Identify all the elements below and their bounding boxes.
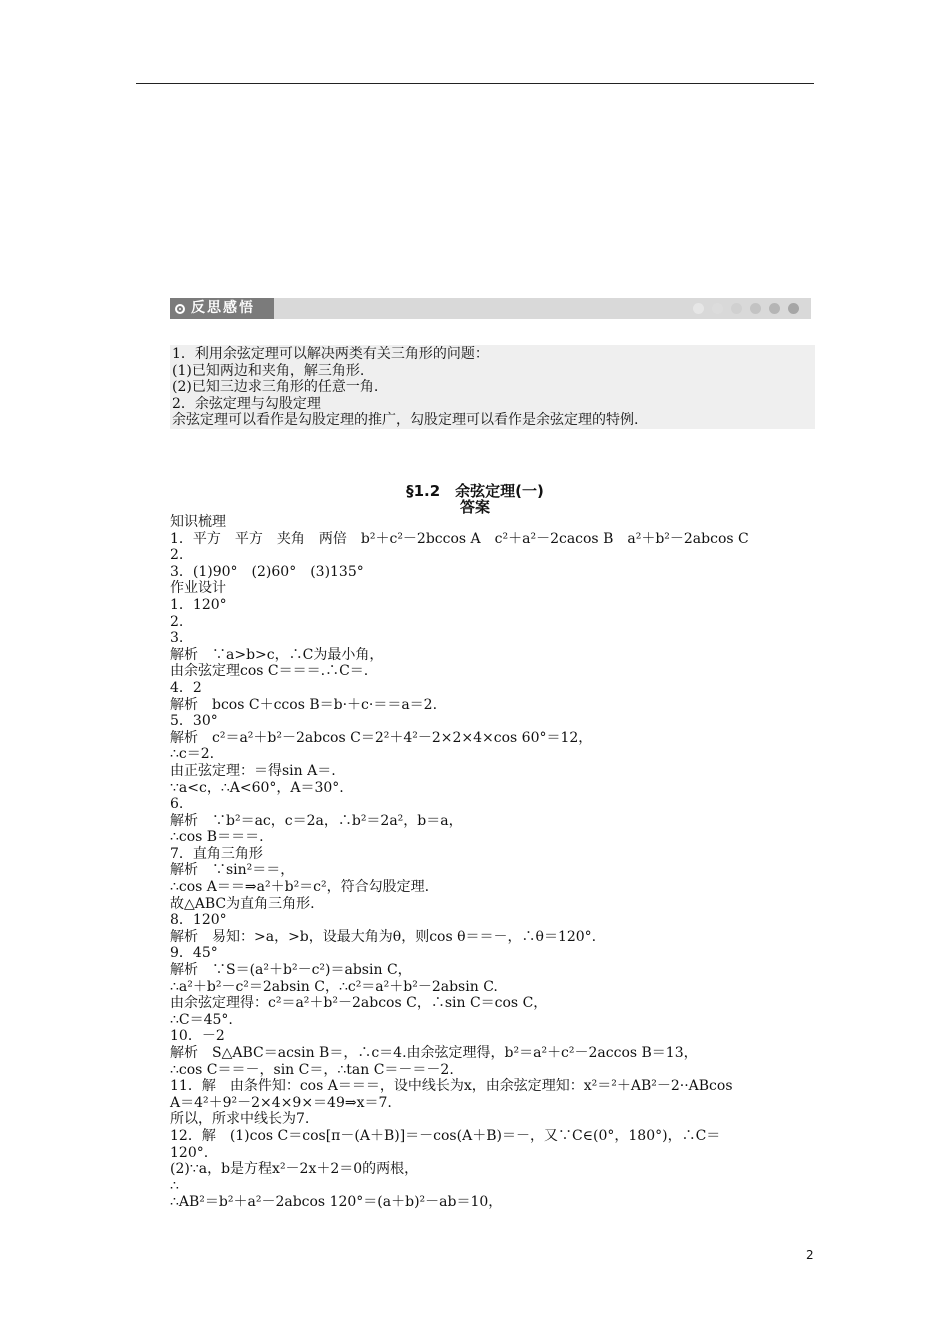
dot-icon — [750, 303, 761, 314]
target-circle-icon — [175, 304, 185, 314]
answer-line: 由正弦定理：＝得sin A＝. — [170, 762, 336, 779]
summary-line: 2．余弦定理与勾股定理 — [172, 395, 321, 412]
answer-line: 2. — [170, 547, 184, 564]
answer-title: 答案 — [459, 498, 490, 516]
answer-line: 解析 ∵a>b>c，∴C为最小角， — [170, 646, 384, 663]
answer-line: 3．(1)90° (2)60° (3)135° — [170, 563, 364, 580]
answer-line: ∴a²＋b²－c²＝2absin C，∴c²＝a²＋b²－2absin C. — [170, 978, 498, 995]
dot-icon — [788, 303, 799, 314]
answer-line: 解析 ∵S＝(a²＋b²－c²)＝absin C， — [170, 962, 412, 979]
answer-line: ∴AB²＝b²＋a²－2abcos 120°＝(a＋b)²－ab＝10， — [170, 1194, 503, 1211]
answer-line: 解析 ∵sin²＝＝， — [170, 862, 295, 879]
answer-line: 解析 bcos C＋ccos B＝b·＋c·＝＝a＝2. — [170, 696, 438, 713]
header-rule — [136, 83, 814, 84]
answer-line: 120°. — [170, 1144, 209, 1161]
answer-line: ∵a<c，∴A<60°，A＝30°. — [170, 779, 344, 796]
answer-line: ∴cos C＝＝－，sin C＝，∴tan C＝－＝－2. — [170, 1061, 454, 1078]
summary-line: (1)已知两边和夹角，解三角形. — [172, 362, 365, 379]
answer-line: 所以，所求中线长为7. — [170, 1111, 310, 1128]
banner-label — [170, 298, 274, 319]
answer-line: 故△ABC为直角三角形. — [170, 895, 315, 912]
dot-icon — [693, 303, 704, 314]
answer-line: ∴cos A＝＝⇒a²＋b²＝c²，符合勾股定理. — [170, 879, 430, 896]
answer-line: ∴cos B＝＝＝. — [170, 829, 264, 846]
answer-line: 由余弦定理得：c²＝a²＋b²－2abcos C，∴sin C＝cos C， — [170, 995, 548, 1012]
answer-body — [170, 514, 815, 1211]
answer-line: 2. — [170, 613, 184, 630]
dot-icon — [712, 303, 723, 314]
answer-line: 解析 S△ABC＝acsin B＝，∴c＝4.由余弦定理得，b²＝a²＋c²－2accos B＝13， — [170, 1045, 698, 1061]
answer-line: 1．平方 平方 夹角 两倍 b²＋c²－2bccos A c²＋a²－2cacos B a²＋b²－2abcos C — [170, 530, 749, 547]
summary-line: (2)已知三边求三角形的任意一角. — [172, 379, 379, 396]
banner-dots — [693, 303, 799, 314]
answer-line: 作业设计 — [170, 580, 226, 597]
dot-icon — [731, 303, 742, 314]
answer-line: ∴ — [170, 1177, 179, 1194]
answer-line: 9．45° — [170, 945, 218, 962]
answer-line: 7．直角三角形 — [170, 845, 263, 862]
summary-lines — [172, 346, 638, 429]
answer-line: 由余弦定理cos C＝＝＝.∴C＝. — [170, 663, 369, 680]
answer-line: (2)∵a，b是方程x²－2x＋2＝0的两根， — [170, 1161, 419, 1178]
reflection-summary — [170, 319, 815, 429]
answer-line: 解析 ∵b²＝ac，c＝2a，∴b²＝2a²，b＝a， — [170, 812, 463, 829]
answer-line: 1．120° — [170, 596, 227, 613]
banner-title: 反思感悟 — [191, 300, 255, 316]
answer-line: 解析 易知：>a，>b，设最大角为θ，则cos θ＝＝－，∴θ＝120°. — [170, 928, 597, 945]
section-title: §1.2 余弦定理(一) — [406, 482, 544, 500]
answer-line: 12．解 (1)cos C＝cos[π－(A＋B)]＝－cos(A＋B)＝－，又∵C∈(0°，180°)，∴C＝ — [170, 1127, 721, 1144]
answer-line: 5．30° — [170, 713, 218, 730]
summary-line: 1．利用余弦定理可以解决两类有关三角形的问题： — [172, 346, 489, 362]
dot-icon — [769, 303, 780, 314]
page-number: 2 — [806, 1248, 814, 1262]
answer-line: A＝4²＋9²－2×4×9×＝49⇒x＝7. — [170, 1094, 392, 1111]
answer-line: 8．120° — [170, 912, 227, 929]
answer-line: 6. — [170, 796, 184, 813]
answer-line: ∴C＝45°. — [170, 1011, 233, 1028]
answer-line: 知识梳理 — [170, 514, 226, 530]
answer-line: ∴c＝2. — [170, 746, 215, 763]
answer-line: 10．－2 — [170, 1028, 225, 1045]
summary-line: 余弦定理可以看作是勾股定理的推广，勾股定理可以看作是余弦定理的特例. — [172, 412, 639, 429]
answer-line: 3. — [170, 630, 184, 647]
answer-line: 4．2 — [170, 679, 202, 696]
reflection-banner — [170, 298, 811, 319]
answer-line: 解析 c²＝a²＋b²－2abcos C＝2²＋4²－2×2×4×cos 60°＝12， — [170, 729, 593, 746]
answer-line: 11．解 由条件知：cos A＝＝＝，设中线长为x，由余弦定理知：x²＝²＋AB²－2··ABcos — [170, 1078, 733, 1095]
